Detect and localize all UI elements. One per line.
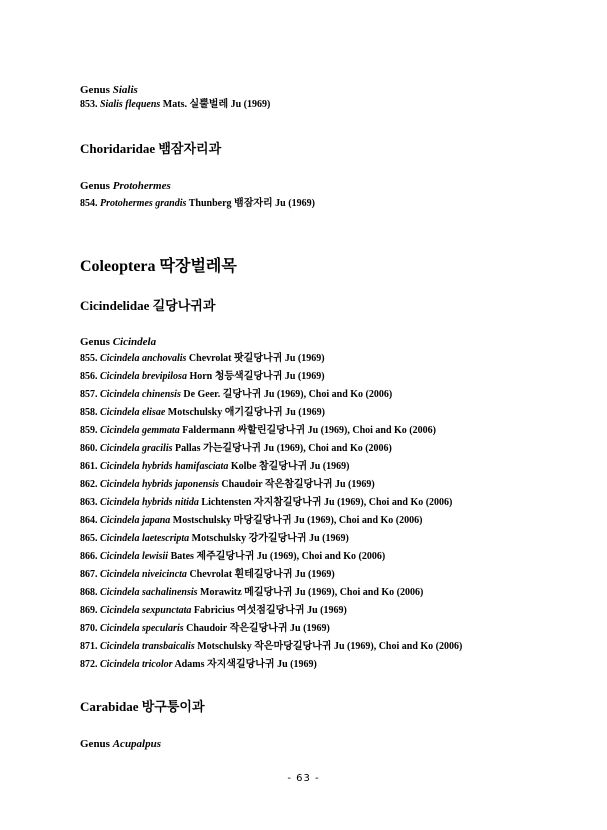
korean-name: 강가길당나귀 <box>248 533 307 544</box>
korean-name: 애기길당나귀 <box>224 407 283 418</box>
scientific-name: Cicindela gemmata <box>100 425 180 436</box>
author: Chaudoir <box>221 479 263 490</box>
species-entry-854 <box>80 195 315 213</box>
scientific-name: Cicindela chinensis <box>100 389 181 400</box>
genus-heading-protohermes <box>80 180 171 192</box>
species-entry <box>80 404 462 422</box>
entry-number: 871. <box>80 641 98 652</box>
korean-name: 가는길당나귀 <box>203 443 262 454</box>
order-latin: Coleoptera <box>80 258 156 275</box>
family-heading-carabidae <box>80 696 205 715</box>
genus-heading-sialis <box>80 84 138 96</box>
reference: Ju (1969) <box>290 623 330 634</box>
korean-name: 싸할린길당나귀 <box>237 425 306 436</box>
author: Faldermann <box>182 425 235 436</box>
reference: Ju (1969) <box>284 371 325 382</box>
entry-number: 865. <box>80 533 98 544</box>
author: Morawitz <box>200 587 242 598</box>
korean-name: 자지색길당나귀 <box>206 659 275 670</box>
reference: Ju (1969) <box>334 479 375 490</box>
reference: Ju (1969) <box>285 407 325 418</box>
reference: Ju (1969), Choi and Ko (2006) <box>263 443 392 454</box>
scientific-name: Cicindela hybrids japonensis <box>100 479 219 490</box>
korean-name: 여섯점길당나귀 <box>236 605 305 616</box>
species-entry <box>80 548 462 566</box>
genus-heading-acupalpus <box>80 738 161 750</box>
korean-name: 뱀잠자리 <box>234 198 273 209</box>
author: Mats. <box>160 99 190 110</box>
species-entry <box>80 530 462 548</box>
species-entry-853 <box>80 96 270 114</box>
author: Bates <box>170 551 194 562</box>
family-heading-cicindelidae <box>80 295 215 314</box>
author: Horn <box>189 371 213 382</box>
korean-name: 청등색길당나귀 <box>214 371 283 382</box>
genus-label: Genus <box>80 84 110 96</box>
korean-name: 마당길당나귀 <box>233 515 292 526</box>
genus-name: Protohermes <box>112 180 171 192</box>
scientific-name: Cicindela laetescripta <box>100 533 190 544</box>
scientific-name: Cicindela tricolor <box>100 659 173 670</box>
entry-number: 869. <box>80 605 98 616</box>
korean-name: 흰테길당나귀 <box>234 569 293 580</box>
species-entry <box>80 494 462 512</box>
author: Mostschulsky <box>172 515 232 526</box>
species-entry <box>80 368 462 386</box>
entry-number: 861. <box>80 461 98 472</box>
reference: Ju (1969) <box>228 99 271 110</box>
species-entry <box>80 566 462 584</box>
genus-heading-cicindela <box>80 336 156 348</box>
author: Kolbe <box>230 461 257 472</box>
genus-label: Genus <box>80 738 110 750</box>
entry-number: 858. <box>80 407 98 418</box>
reference: Ju (1969) <box>309 461 350 472</box>
entry-number: 859. <box>80 425 98 436</box>
reference: Ju (1969), Choi and Ko (2006) <box>294 515 423 526</box>
scientific-name: Cicindela elisae <box>100 407 166 418</box>
entry-number: 872. <box>80 659 98 670</box>
author: Thunberg <box>186 198 235 209</box>
entry-number: 860. <box>80 443 98 454</box>
reference: Ju (1969) <box>284 353 325 364</box>
entry-number: 868. <box>80 587 98 598</box>
reference: Ju (1969) <box>272 198 315 209</box>
korean-name: 제주길당나귀 <box>196 551 255 562</box>
scientific-name: Cicindela sachalinensis <box>100 587 198 598</box>
korean-name: 실뿔벌레 <box>189 99 229 110</box>
scientific-name: Cicindela hybrids nitida <box>100 497 199 508</box>
family-latin: Cicindelidae <box>80 298 150 313</box>
author: Fabricius <box>193 605 235 616</box>
author: Pallas <box>175 443 201 454</box>
scientific-name: Cicindela gracilis <box>100 443 173 454</box>
scientific-name: Cicindela niveicincta <box>100 569 187 580</box>
family-latin: Carabidae <box>80 699 139 714</box>
scientific-name: Protohermes grandis <box>100 198 187 209</box>
reference: Ju (1969), Choi and Ko (2006) <box>333 641 463 652</box>
reference: Ju (1969), Choi and Ko (2006) <box>263 389 393 400</box>
species-entry <box>80 422 462 440</box>
page-number: - 63 - <box>287 773 320 784</box>
reference: Ju (1969), Choi and Ko (2006) <box>324 497 453 508</box>
scientific-name: Cicindela lewisii <box>100 551 169 562</box>
author: Chaudoir <box>186 623 228 634</box>
species-entry <box>80 350 462 368</box>
species-entry <box>80 602 462 620</box>
family-korean: 길당나귀과 <box>152 299 216 314</box>
author: Adams <box>174 659 205 670</box>
family-korean: 뱀잠자리과 <box>158 142 222 157</box>
species-entry <box>80 476 462 494</box>
korean-name: 작은참길당나귀 <box>264 479 333 490</box>
genus-label: Genus <box>80 336 110 348</box>
author: Motschulsky <box>167 407 223 418</box>
entry-number: 867. <box>80 569 98 580</box>
scientific-name: Sialis flequens <box>100 99 161 110</box>
scientific-name: Cicindela transbaicalis <box>100 641 195 652</box>
order-heading-coleoptera <box>80 253 237 276</box>
scientific-name: Cicindela japana <box>100 515 171 526</box>
order-korean: 딱장벌레목 <box>159 256 237 275</box>
korean-name: 메길당나귀 <box>244 587 293 598</box>
entry-number: 862. <box>80 479 98 490</box>
scientific-name: Cicindela hybrids hamifasciata <box>100 461 229 472</box>
entry-number: 855. <box>80 353 98 364</box>
korean-name: 참길당나귀 <box>258 461 308 472</box>
species-entry <box>80 620 462 638</box>
family-korean: 방구퉁이과 <box>141 700 205 715</box>
genus-label: Genus <box>80 180 110 192</box>
entry-number: 864. <box>80 515 98 526</box>
korean-name: 작은마당길당나귀 <box>254 641 332 652</box>
entry-number: 853. <box>80 99 98 110</box>
korean-name: 길당나귀 <box>222 389 262 400</box>
reference: Ju (1969), Choi and Ko (2006) <box>294 587 424 598</box>
author: De Geer. <box>183 389 221 400</box>
scientific-name: Cicindela specularis <box>100 623 184 634</box>
scientific-name: Cicindela sexpunctata <box>100 605 192 616</box>
species-entry <box>80 638 462 656</box>
reference: Ju (1969) <box>309 533 349 544</box>
author: Lichtensten <box>201 497 252 508</box>
reference: Ju (1969) <box>307 605 347 616</box>
species-entry <box>80 656 462 674</box>
korean-name: 자지참길당나귀 <box>253 497 322 508</box>
entry-number: 870. <box>80 623 98 634</box>
family-heading-choridaridae <box>80 138 221 157</box>
genus-name: Acupalpus <box>112 738 162 750</box>
author: Chevrolat <box>188 353 232 364</box>
author: Motschulsky <box>191 533 247 544</box>
species-entry <box>80 386 462 404</box>
reference: Ju (1969), Choi and Ko (2006) <box>307 425 436 436</box>
entry-number: 856. <box>80 371 98 382</box>
reference: Ju (1969), Choi and Ko (2006) <box>256 551 386 562</box>
species-entry <box>80 458 462 476</box>
reference: Ju (1969) <box>277 659 317 670</box>
author: Motschulsky <box>197 641 252 652</box>
reference: Ju (1969) <box>295 569 335 580</box>
species-entry <box>80 440 462 458</box>
entry-number: 863. <box>80 497 98 508</box>
entry-number: 857. <box>80 389 98 400</box>
family-latin: Choridaridae <box>80 141 156 156</box>
scientific-name: Cicindela brevipilosa <box>100 371 187 382</box>
author: Chevrolat <box>189 569 233 580</box>
entry-number: 854. <box>80 198 98 209</box>
species-entry <box>80 584 462 602</box>
korean-name: 작은길당나귀 <box>229 623 288 634</box>
entry-number: 866. <box>80 551 98 562</box>
genus-name: Sialis <box>112 84 138 96</box>
species-entry <box>80 512 462 530</box>
scientific-name: Cicindela anchovalis <box>100 353 187 364</box>
cicindela-species-list <box>80 350 462 674</box>
korean-name: 팟길당나귀 <box>234 353 283 364</box>
genus-name: Cicindela <box>112 336 157 348</box>
